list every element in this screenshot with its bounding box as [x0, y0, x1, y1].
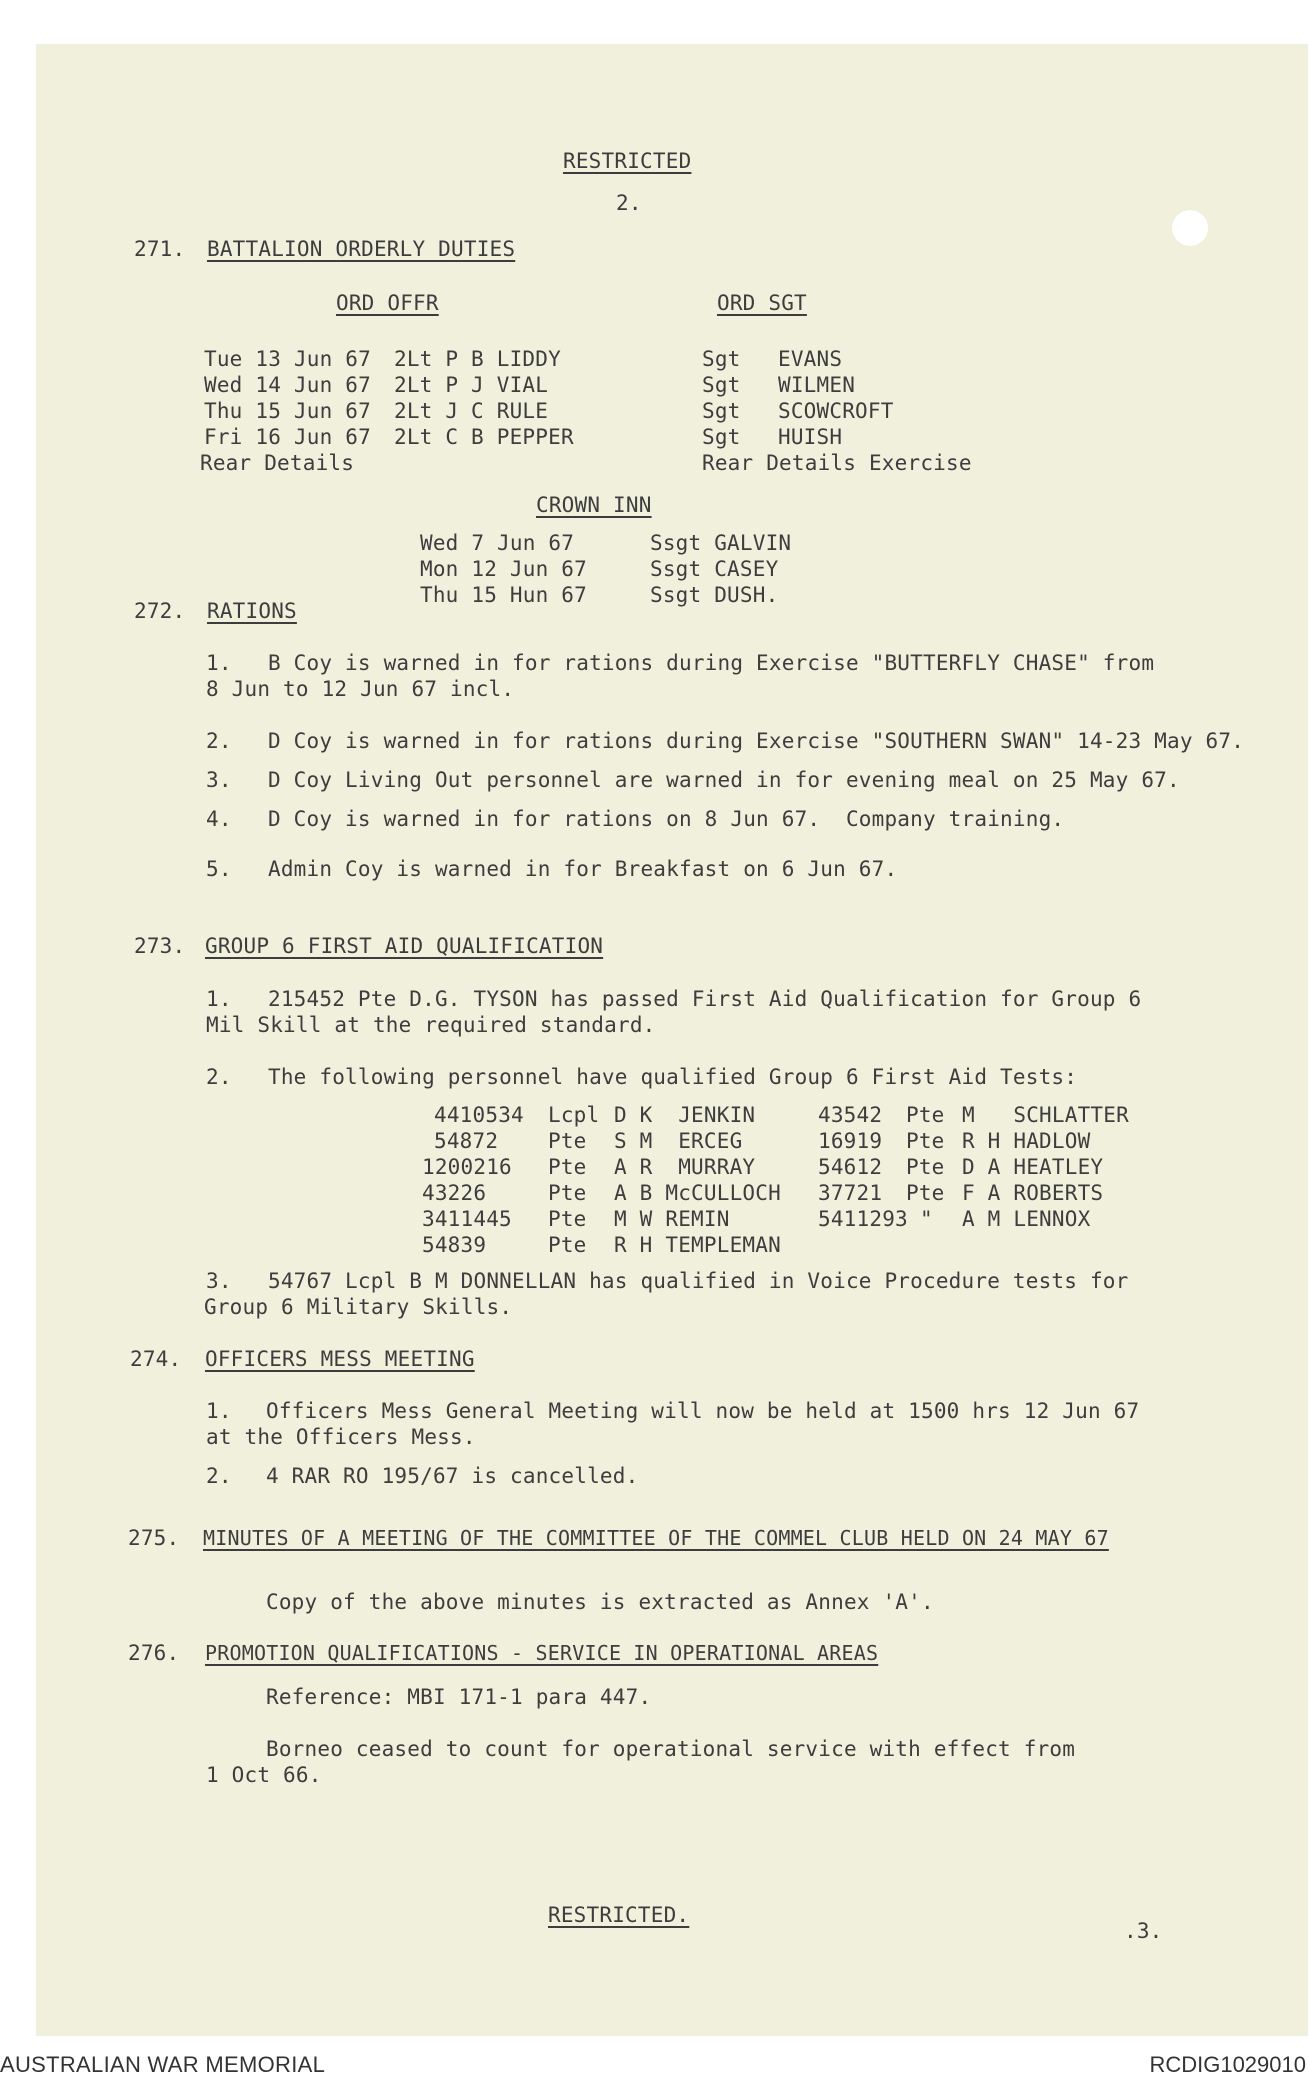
person-name: A B McCULLOCH [614, 1181, 781, 1205]
section-title: OFFICERS MESS MEETING [205, 1347, 475, 1371]
section-title: MINUTES OF A MEETING OF THE COMMITTEE OF THE COMMEL CLUB HELD ON 24 MAY 67 [203, 1526, 1109, 1550]
person-name: D K JENKIN [614, 1103, 756, 1127]
page-number: 2. [616, 191, 642, 215]
para-text: Borneo ceased to count for operational service with effect from [266, 1737, 1076, 1761]
para-text: 8 Jun to 12 Jun 67 incl. [206, 677, 515, 701]
punch-hole [1172, 210, 1208, 246]
next-page-number: .3. [1124, 1919, 1163, 1943]
rank: Pte [548, 1181, 587, 1205]
column-header-ord-sgt: ORD SGT [717, 291, 807, 315]
section-number: 273. [134, 934, 186, 958]
duty-sergeant: WILMEN [778, 373, 856, 397]
service-number: 16919 [818, 1129, 883, 1153]
para-text: Mil Skill at the required standard. [206, 1013, 656, 1037]
duty-date: Thu 15 Jun 67 [204, 399, 371, 423]
section-title: RATIONS [207, 599, 297, 623]
crown-name: Ssgt CASEY [650, 557, 779, 581]
service-number: 1200216 [422, 1155, 512, 1179]
section-number: 276. [128, 1641, 180, 1665]
para-number: 3. [206, 768, 232, 792]
rank: Pte [906, 1103, 945, 1127]
para-number: 2. [206, 1464, 232, 1488]
para-text: The following personnel have qualified Group 6 First Aid Tests: [268, 1065, 1078, 1089]
section-title: GROUP 6 FIRST AID QUALIFICATION [205, 934, 604, 958]
para-text: 54767 Lcpl B M DONNELLAN has qualified in Voice Procedure tests for [268, 1269, 1129, 1293]
section-title: BATTALION ORDERLY DUTIES [207, 237, 516, 261]
para-text: 1 Oct 66. [206, 1763, 322, 1787]
section-number: 271. [134, 237, 186, 261]
service-number: 54872 [434, 1129, 499, 1153]
service-number: 4410534 [434, 1103, 524, 1127]
para-text: Copy of the above minutes is extracted as Annex 'A'. [266, 1590, 934, 1614]
duty-date: Fri 16 Jun 67 [204, 425, 371, 449]
service-number: 43542 [818, 1103, 883, 1127]
rank: Pte [906, 1129, 945, 1153]
duty-sergeant: EVANS [778, 347, 843, 371]
person-name: M SCHLATTER [962, 1103, 1129, 1127]
section-number: 275. [128, 1526, 180, 1550]
person-name: F A ROBERTS [962, 1181, 1104, 1205]
duty-rank: Sgt [702, 399, 741, 423]
rank: Pte [548, 1233, 587, 1257]
para-number: 1. [206, 651, 232, 675]
para-number: 1. [206, 1399, 232, 1423]
crown-date: Mon 12 Jun 67 [420, 557, 587, 581]
service-number: 54839 [422, 1233, 487, 1257]
duty-sergeant: HUISH [778, 425, 843, 449]
crown-inn-title: CROWN INN [536, 493, 652, 517]
para-number: 3. [206, 1269, 232, 1293]
service-number: 5411293 [818, 1207, 908, 1231]
duty-date: Tue 13 Jun 67 [204, 347, 371, 371]
para-text: Officers Mess General Meeting will now be held at 1500 hrs 12 Jun 67 [266, 1399, 1140, 1423]
para-text: B Coy is warned in for rations during Exercise "BUTTERFLY CHASE" from [268, 651, 1155, 675]
person-name: A R MURRAY [614, 1155, 756, 1179]
para-number: 2. [206, 1065, 232, 1089]
duty-rank: Sgt [702, 373, 741, 397]
rank: Pte [906, 1155, 945, 1179]
column-header-ord-offr: ORD OFFR [336, 291, 439, 315]
rank: Pte [906, 1181, 945, 1205]
para-text: at the Officers Mess. [206, 1425, 476, 1449]
para-text: D Coy Living Out personnel are warned in for evening meal on 25 May 67. [268, 768, 1180, 792]
para-number: 5. [206, 857, 232, 881]
rank: Pte [548, 1155, 587, 1179]
duty-officer: 2Lt C B PEPPER [394, 425, 574, 449]
duty-sergeant: SCOWCROFT [778, 399, 894, 423]
duty-rank: Sgt [702, 347, 741, 371]
person-name: D A HEATLEY [962, 1155, 1104, 1179]
duty-date: Wed 14 Jun 67 [204, 373, 371, 397]
service-number: 54612 [818, 1155, 883, 1179]
para-text: D Coy is warned in for rations on 8 Jun 67. Company training. [268, 807, 1065, 831]
person-name: M W REMIN [614, 1207, 730, 1231]
para-number: 1. [206, 987, 232, 1011]
para-text: 4 RAR RO 195/67 is cancelled. [266, 1464, 639, 1488]
para-number: 4. [206, 807, 232, 831]
rank: " [920, 1207, 933, 1231]
duty-officer: 2Lt P J VIAL [394, 373, 549, 397]
para-text: Group 6 Military Skills. [204, 1295, 513, 1319]
rank: Pte [548, 1129, 587, 1153]
para-text: 215452 Pte D.G. TYSON has passed First Aid Qualification for Group 6 [268, 987, 1142, 1011]
archive-caption-right: RCDIG1029010 [1149, 2052, 1306, 2077]
section-title: PROMOTION QUALIFICATIONS - SERVICE IN OPERATIONAL AREAS [205, 1641, 879, 1665]
person-name: R H TEMPLEMAN [614, 1233, 781, 1257]
para-text: Admin Coy is warned in for Breakfast on 6 Jun 67. [268, 857, 898, 881]
service-number: 3411445 [422, 1207, 512, 1231]
rank: Pte [548, 1207, 587, 1231]
rear-details: Rear Details [200, 451, 355, 475]
crown-name: Ssgt GALVIN [650, 531, 792, 555]
duty-rank: Sgt [702, 425, 741, 449]
rank: Lcpl [548, 1103, 600, 1127]
duty-officer: 2Lt J C RULE [394, 399, 549, 423]
para-text: D Coy is warned in for rations during Exercise "SOUTHERN SWAN" 14-23 May 67. [268, 729, 1245, 753]
restricted-header: RESTRICTED [563, 149, 692, 173]
rear-details-exercise: Rear Details Exercise [702, 451, 972, 475]
crown-name: Ssgt DUSH. [650, 583, 779, 607]
reference-text: Reference: MBI 171-1 para 447. [266, 1685, 652, 1709]
duty-officer: 2Lt P B LIDDY [394, 347, 561, 371]
service-number: 37721 [818, 1181, 883, 1205]
crown-date: Thu 15 Hun 67 [420, 583, 587, 607]
person-name: R H HADLOW [962, 1129, 1091, 1153]
archive-caption-left: AUSTRALIAN WAR MEMORIAL [0, 2052, 326, 2077]
crown-date: Wed 7 Jun 67 [420, 531, 575, 555]
para-number: 2. [206, 729, 232, 753]
person-name: A M LENNOX [962, 1207, 1091, 1231]
person-name: S M ERCEG [614, 1129, 743, 1153]
service-number: 43226 [422, 1181, 487, 1205]
restricted-footer: RESTRICTED. [548, 1903, 690, 1927]
section-number: 274. [130, 1347, 182, 1371]
section-number: 272. [134, 599, 186, 623]
